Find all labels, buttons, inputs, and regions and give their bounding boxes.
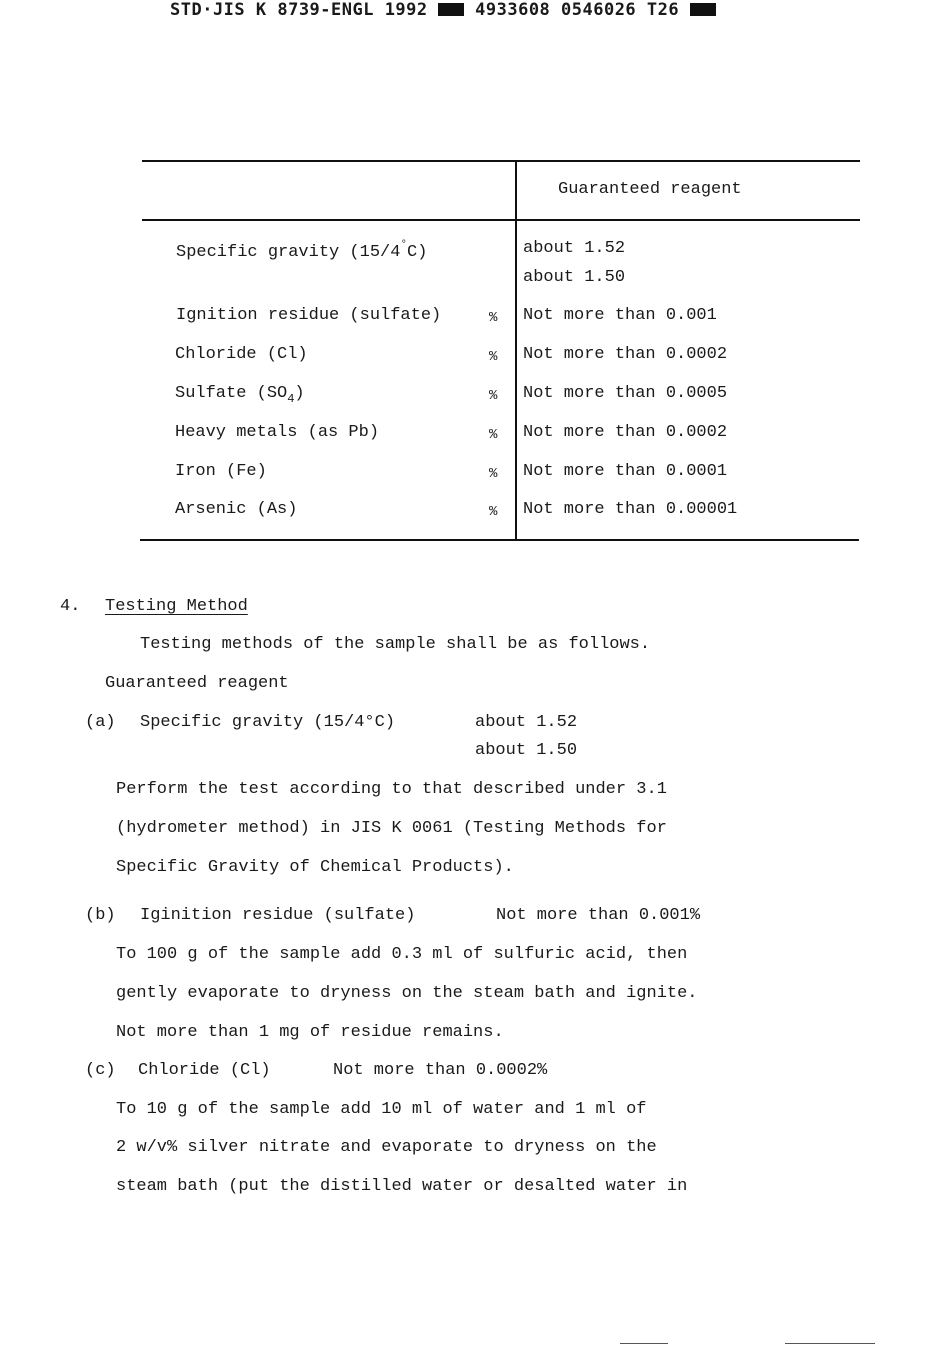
item-c-marker: (c): [85, 1061, 116, 1080]
table-row-value: Not more than 0.001: [523, 306, 717, 325]
table-row-label: Iron (Fe): [175, 462, 267, 481]
percent-unit: %: [489, 427, 498, 443]
table-row-label: Ignition residue (sulfate): [176, 306, 442, 325]
item-c-text-line: 2 w/v% silver nitrate and evaporate to dryness on the: [116, 1138, 657, 1157]
item-c-text-line: To 10 g of the sample add 10 ml of water and 1 ml of: [116, 1100, 647, 1119]
item-b-text-line: To 100 g of the sample add 0.3 ml of sulfuric acid, then: [116, 945, 688, 964]
percent-unit: %: [489, 310, 498, 326]
table-row-value: Not more than 0.0001: [523, 462, 728, 481]
table-row-label: Arsenic (As): [175, 500, 298, 519]
item-b-text-line: Not more than 1 mg of residue remains.: [116, 1023, 504, 1042]
percent-unit: %: [489, 466, 498, 482]
table-row-label: Chloride (Cl): [175, 345, 308, 364]
item-a-text-line: Perform the test according to that described under 3.1: [116, 780, 667, 799]
item-c-title: Chloride (Cl): [138, 1061, 271, 1080]
section-title: Testing Method: [105, 597, 248, 616]
item-a-text-line: Specific Gravity of Chemical Products).: [116, 858, 514, 877]
item-c-text-line: steam bath (put the distilled water or desalted water in: [116, 1177, 688, 1196]
table-header-rule: [142, 219, 860, 221]
item-a-text-line: (hydrometer method) in JIS K 0061 (Testing Methods for: [116, 819, 667, 838]
table-row-value-specific-gravity-2: about 1.50: [523, 268, 626, 287]
item-a-title: Specific gravity (15/4°C): [140, 713, 396, 732]
table-row-value: Not more than 0.00001: [523, 500, 738, 519]
table-top-rule: [142, 160, 860, 162]
percent-unit: %: [489, 504, 498, 520]
section-number: 4.: [60, 597, 81, 616]
item-a-value-2: about 1.50: [475, 741, 578, 760]
percent-unit: %: [489, 349, 498, 365]
item-c-value: Not more than 0.0002%: [333, 1061, 548, 1080]
header-catalog-number: 4933608 0546026 T26: [475, 0, 680, 20]
scan-artifact-line: [785, 1343, 875, 1344]
document-header: [170, 0, 716, 20]
item-a-value-1: about 1.52: [475, 713, 578, 732]
item-b-text-line: gently evaporate to dryness on the steam bath and ignite.: [116, 984, 698, 1003]
table-row-label: Sulfate $(SO_4)$: [175, 384, 305, 406]
table-row-value: Not more than 0.0002: [523, 345, 728, 364]
table-bottom-rule: [140, 539, 859, 541]
section-intro: Testing methods of the sample shall be as follows.: [140, 635, 651, 654]
item-b-marker: (b): [85, 906, 116, 925]
header-standard-code: STD·JIS K 8739-ENGL 1992: [170, 0, 428, 20]
item-b-title: Iginition residue (sulfate): [140, 906, 416, 925]
item-a-marker: (a): [85, 713, 116, 732]
table-column-header: Guaranteed reagent: [558, 180, 742, 199]
table-row-value-specific-gravity-1: about 1.52: [523, 239, 626, 258]
item-b-value: Not more than 0.001%: [496, 906, 701, 925]
barcode-block-icon: [690, 3, 716, 16]
table-row-value: Not more than 0.0005: [523, 384, 728, 403]
table-row-label-specific-gravity: Specific gravity (15/4°C): [176, 239, 428, 262]
section-subtitle: Guaranteed reagent: [105, 674, 289, 693]
percent-unit: %: [489, 388, 498, 404]
table-row-value: Not more than 0.0002: [523, 423, 728, 442]
scan-artifact-line: [620, 1343, 668, 1344]
table-row-label: Heavy metals (as Pb): [175, 423, 380, 442]
barcode-block-icon: [438, 3, 464, 16]
table-column-divider: [515, 160, 517, 540]
